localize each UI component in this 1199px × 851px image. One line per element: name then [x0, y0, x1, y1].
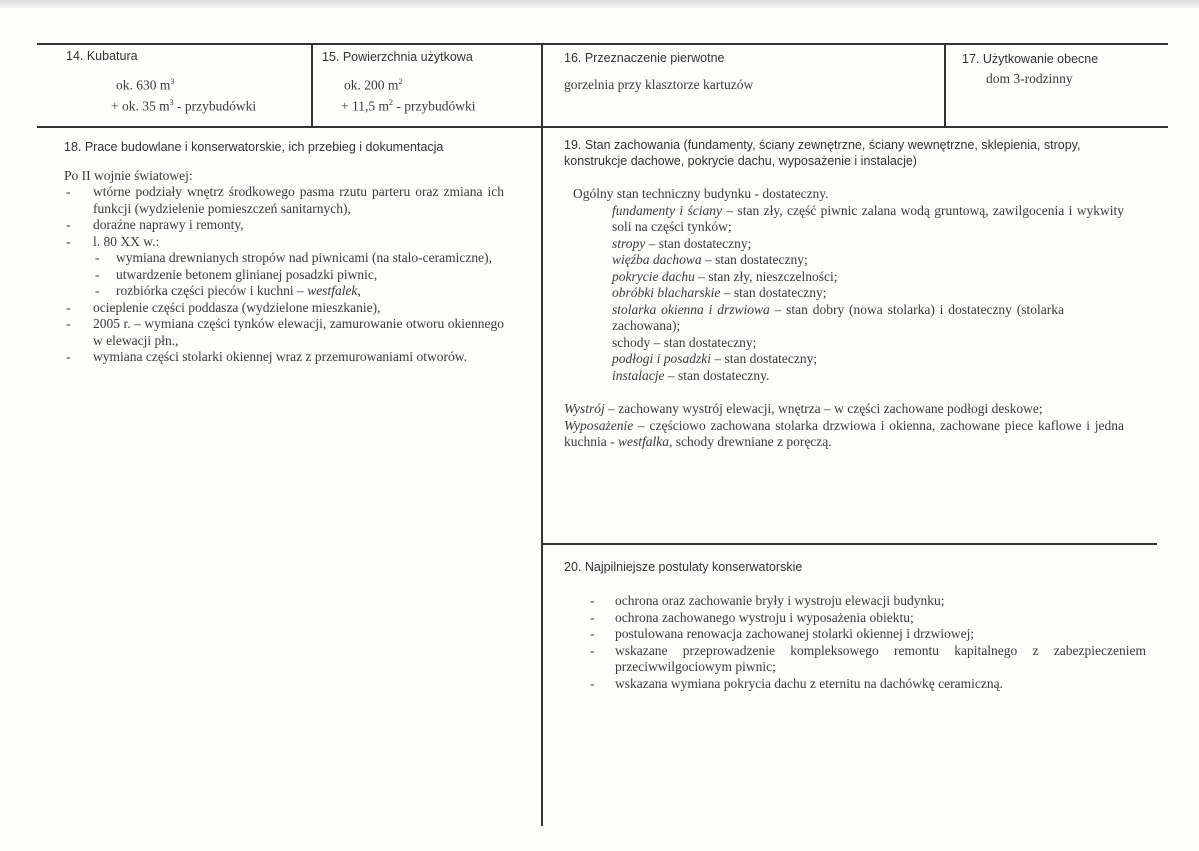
kubatura-label: 14. Kubatura: [66, 49, 138, 63]
powierzchnia-label: 15. Powierzchnia użytkowa: [322, 50, 473, 64]
przeznaczenie-cell: [564, 50, 934, 93]
kubatura-cell: [66, 48, 306, 114]
list-item: - ochrona zachowanego wystroju i wyposażenia obiektu;: [588, 610, 1146, 627]
przeznaczenie-value: gorzelnia przy klasztorze kartuzów: [564, 77, 754, 92]
col-divider-3: [944, 43, 946, 128]
przeznaczenie-label: 16. Przeznaczenie pierwotne: [564, 51, 725, 65]
list-item: - l. 80 XX w.: - wymiana drewnianych stropów nad piwnicami (na stalo-ceramiczne), - utwardzenie betonem glinianej posadzki piwnic, - rozbiórka części pieców i kuchni – westfalek,: [64, 234, 504, 300]
prace-cell: [64, 139, 504, 366]
stan-ogolny: Ogólny stan techniczny budynku - dostateczny.: [573, 186, 829, 201]
prace-list: [64, 184, 504, 366]
prace-sublist: [93, 250, 504, 300]
sub-list-item: - utwardzenie betonem glinianej posadzki piwnic,: [93, 267, 504, 284]
list-item: - postulowana renowacja zachowanej stolarki okiennej i drzwiowej;: [588, 626, 1146, 643]
top-border: [37, 43, 1168, 45]
uzytkowanie-value: dom 3-rodzinny: [986, 71, 1073, 86]
sub-list-item: - rozbiórka części pieców i kuchni – westfalek,: [93, 283, 504, 300]
list-item: - doraźne naprawy i remonty,: [64, 217, 504, 234]
stan-details: fundamenty i ściany – stan zły, część piwnic zalana wodą gruntową, zawilgocenia i wykwity soli na części tynków; stropy – stan dostateczny; więźba dachowa – stan dostateczny; pokrycie dachu – stan zły, nieszczelności; obróbki blacharskie – stan dostateczny; stolarka okienna i drzwiowa – stan dobry (nowa stolarka) i dostateczny (stolarka zachowana); schody – stan dostateczny; podłogi i posadzki – stan dostateczny; instalacje – stan dostateczny.: [612, 202, 1124, 383]
list-item: - wskazana wymiana pokrycia dachu z eternitu na dachówkę ceramiczną.: [588, 676, 1146, 693]
scan-edge: [0, 0, 1199, 8]
uzytkowanie-label: 17. Użytkowanie obecne: [962, 52, 1099, 66]
postulaty-list: [564, 593, 1146, 692]
list-item: - ocieplenie części poddasza (wydzielone mieszkanie),: [64, 300, 504, 317]
list-item: - wymiana części stolarki okiennej wraz z przemurowaniami otworów.: [64, 349, 504, 366]
stan-cell: [564, 137, 1124, 451]
right-divider: [541, 543, 1157, 545]
prace-intro: Po II wojnie światowej:: [64, 168, 193, 183]
stan-wystroj: Wystrój – zachowany wystrój elewacji, wnętrza – w części zachowane podłogi deskowe; Wyposażenie – częściowo zachowana stolarka drzwiowa i okienna, zachowane piece kaflowe i jedna kuchnia - westfalka, schody drewniane z poręczą.: [564, 401, 1124, 449]
powierzchnia-cell: [322, 49, 537, 114]
uzytkowanie-cell: [962, 51, 1147, 87]
powierzchnia-value: ok. 200 $m^2$ + 11,5 $m^2$ - przybudówki: [341, 77, 476, 113]
stan-label: 19. Stan zachowania (fundamenty, ściany zewnętrzne, ściany wewnętrzne, sklepienia, stropy, konstrukcje dachowe, pokrycie dachu, wyposażenie i instalacje): [564, 138, 1081, 168]
list-item: - ochrona oraz zachowanie bryły i wystroju elewacji budynku;: [588, 593, 1146, 610]
postulaty-cell: [564, 559, 1146, 692]
list-item: - 2005 r. – wymiana części tynków elewacji, zamurowanie otworu okiennego w elewacji płn.,: [64, 316, 504, 349]
prace-label: 18. Prace budowlane i konserwatorskie, ich przebieg i dokumentacja: [64, 140, 444, 154]
stan-body: [564, 186, 1124, 451]
kubatura-value: ok. 630 $m^3$ + ok. 35 $m^3$ - przybudówki: [111, 77, 257, 113]
list-item: - wskazane przeprowadzenie kompleksowego remontu kapitalnego z zabezpieczeniem przeciwwilgociowym piwnic;: [588, 643, 1146, 676]
list-item: - wtórne podziały wnętrz środkowego pasma rzutu parteru oraz zmiana ich funkcji (wydzielenie pomieszczeń sanitarnych),: [64, 184, 504, 217]
col-divider-1: [311, 43, 313, 128]
postulaty-label: 20. Najpilniejsze postulaty konserwatorskie: [564, 560, 803, 574]
row-divider: [37, 126, 1168, 128]
sub-list-item: - wymiana drewnianych stropów nad piwnicami (na stalo-ceramiczne),: [93, 250, 504, 267]
col-divider-main: [541, 43, 543, 826]
